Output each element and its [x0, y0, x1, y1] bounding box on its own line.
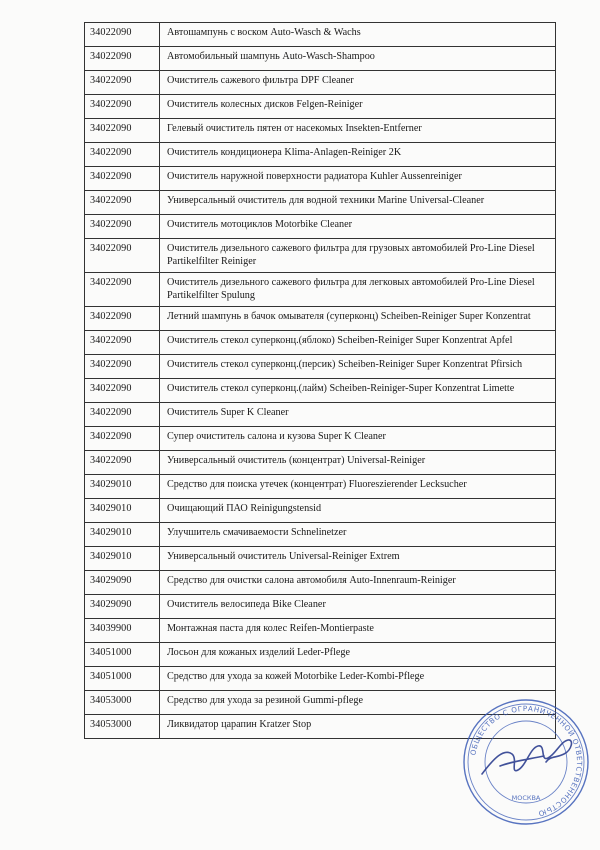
tnved-code-cell: 34022090: [85, 95, 160, 119]
table-row: [85, 523, 556, 547]
product-name-cell: Лосьон для кожаных изделий Leder-Pflege: [160, 643, 556, 667]
tnved-code-cell: 34022090: [85, 143, 160, 167]
product-name-cell: Очиститель дизельного сажевого фильтра для грузовых автомобилей Pro-Line Diesel Partikelfilter Reiniger: [160, 239, 556, 273]
table-row: [85, 23, 556, 47]
table-row: [85, 475, 556, 499]
tnved-code-cell: 34029010: [85, 547, 160, 571]
tnved-code-cell: 34022090: [85, 119, 160, 143]
product-name-cell: Универсальный очиститель (концентрат) Universal-Reiniger: [160, 451, 556, 475]
table-row: [85, 191, 556, 215]
table-row: [85, 619, 556, 643]
product-name-cell: Очиститель дизельного сажевого фильтра для легковых автомобилей Pro-Line Diesel Partikelfilter Spulung: [160, 273, 556, 307]
table-row: [85, 71, 556, 95]
tnved-code-cell: 34051000: [85, 667, 160, 691]
tnved-code-cell: 34029010: [85, 475, 160, 499]
table-row: [85, 403, 556, 427]
tnved-code-cell: 34022090: [85, 273, 160, 307]
table-row: [85, 95, 556, 119]
product-name-cell: Ликвидатор царапин Kratzer Stop: [160, 715, 556, 739]
table-row: [85, 47, 556, 71]
tnved-code-cell: 34022090: [85, 331, 160, 355]
tnved-code-cell: 34029010: [85, 499, 160, 523]
product-name-cell: Очиститель колесных дисков Felgen-Reiniger: [160, 95, 556, 119]
product-name-cell: Супер очиститель салона и кузова Super K Cleaner: [160, 427, 556, 451]
table-row: [85, 643, 556, 667]
product-name-cell: Автошампунь с воском Auto-Wasch & Wachs: [160, 23, 556, 47]
table-row: [85, 119, 556, 143]
tnved-code-cell: 34022090: [85, 307, 160, 331]
tnved-code-cell: 34022090: [85, 379, 160, 403]
tnved-code-cell: 34053000: [85, 715, 160, 739]
table-row: [85, 167, 556, 191]
tnved-code-cell: 34022090: [85, 451, 160, 475]
table-row: [85, 307, 556, 331]
table-row: [85, 595, 556, 619]
tnved-code-cell: 34051000: [85, 643, 160, 667]
product-name-cell: Средство для ухода за резиной Gummi-pflege: [160, 691, 556, 715]
product-name-cell: Летний шампунь в бачок омывателя (суперконц) Scheiben-Reiniger Super Konzentrat: [160, 307, 556, 331]
table-row: [85, 215, 556, 239]
product-name-cell: Очиститель стекол суперконц.(персик) Scheiben-Reiniger Super Konzentrat Pfirsich: [160, 355, 556, 379]
product-name-cell: Очиститель сажевого фильтра DPF Cleaner: [160, 71, 556, 95]
product-name-cell: Очиститель стекол суперконц.(лайм) Scheiben-Reiniger-Super Konzentrat Limette: [160, 379, 556, 403]
product-codes-body: [85, 23, 556, 739]
table-row: [85, 379, 556, 403]
table-row: [85, 451, 556, 475]
table-row: [85, 355, 556, 379]
tnved-code-cell: 34022090: [85, 403, 160, 427]
tnved-code-cell: 34022090: [85, 167, 160, 191]
product-name-cell: Улучшитель смачиваемости Schnelinetzer: [160, 523, 556, 547]
tnved-code-cell: 34022090: [85, 23, 160, 47]
product-name-cell: Очиститель Super K Cleaner: [160, 403, 556, 427]
tnved-code-cell: 34029090: [85, 595, 160, 619]
table-row: [85, 547, 556, 571]
table-row: [85, 239, 556, 273]
tnved-code-cell: 34022090: [85, 355, 160, 379]
tnved-code-cell: 34022090: [85, 191, 160, 215]
table-row: [85, 143, 556, 167]
product-name-cell: Очиститель наружной поверхности радиатора Kuhler Aussenreiniger: [160, 167, 556, 191]
company-stamp-seal: [460, 696, 592, 828]
product-name-cell: Универсальный очиститель для водной техники Marine Universal-Cleaner: [160, 191, 556, 215]
tnved-code-cell: 34029090: [85, 571, 160, 595]
tnved-code-cell: 34022090: [85, 427, 160, 451]
stamp-city-text: МОСКВА: [511, 794, 541, 802]
product-name-cell: Очиститель мотоциклов Motorbike Cleaner: [160, 215, 556, 239]
tnved-code-cell: 34053000: [85, 691, 160, 715]
table-row: [85, 331, 556, 355]
product-name-cell: Средство для поиска утечек (концентрат) Fluoreszierender Lecksucher: [160, 475, 556, 499]
product-name-cell: Средство для ухода за кожей Motorbike Leder-Kombi-Pflege: [160, 667, 556, 691]
tnved-code-cell: 34022090: [85, 47, 160, 71]
product-name-cell: Очиститель велосипеда Bike Cleaner: [160, 595, 556, 619]
product-name-cell: Очиститель стекол суперконц.(яблоко) Scheiben-Reiniger Super Konzentrat Apfel: [160, 331, 556, 355]
table-row: [85, 427, 556, 451]
product-codes-table: [84, 22, 556, 739]
signature-mark: [482, 740, 571, 774]
tnved-code-cell: 34022090: [85, 215, 160, 239]
product-name-cell: Автомобильный шампунь Auto-Wasch-Shampoo: [160, 47, 556, 71]
table-row: [85, 571, 556, 595]
table-row: [85, 499, 556, 523]
tnved-code-cell: 34039900: [85, 619, 160, 643]
product-name-cell: Средство для очистки салона автомобиля Auto-Innenraum-Reiniger: [160, 571, 556, 595]
product-name-cell: Универсальный очиститель Universal-Reiniger Extrem: [160, 547, 556, 571]
stamp-ring-text: ОБЩЕСТВО С ОГРАНИЧЕННОЙ ОТВЕТСТВЕННОСТЬЮ: [468, 703, 585, 819]
table-row: [85, 273, 556, 307]
product-name-cell: Монтажная паста для колес Reifen-Montierpaste: [160, 619, 556, 643]
product-name-cell: Гелевый очиститель пятен от насекомых Insekten-Entferner: [160, 119, 556, 143]
tnved-code-cell: 34029010: [85, 523, 160, 547]
tnved-code-cell: 34022090: [85, 71, 160, 95]
product-name-cell: Очиститель кондиционера Klima-Anlagen-Reiniger 2K: [160, 143, 556, 167]
table-row: [85, 667, 556, 691]
product-name-cell: Очищающий ПАО Reinigungstensid: [160, 499, 556, 523]
tnved-code-cell: 34022090: [85, 239, 160, 273]
